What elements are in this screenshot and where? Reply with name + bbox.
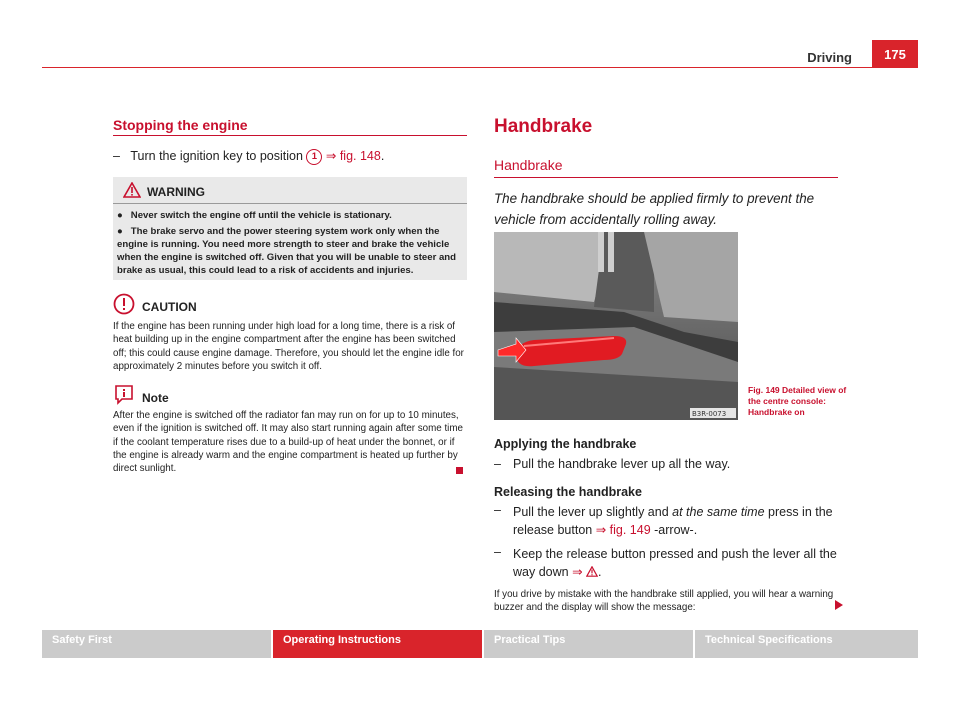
- tab-technical-specifications[interactable]: Technical Specifications: [695, 630, 918, 658]
- note-text: After the engine is switched off the radiator fan may run on for up to 10 minutes, even if the ignition is switched off. It may also start running again after some time if the coolant temperature rises due to a build-up of heat under the bonnet, or if the engine is already warm and the engine compartment is heated up further by direct sunlight.: [113, 410, 463, 475]
- step-text-end: .: [380, 149, 385, 163]
- bullet: ●: [117, 210, 123, 221]
- handbrake-title: Handbrake: [494, 116, 593, 137]
- release-step-1: [513, 503, 843, 539]
- apply-heading: Applying the handbrake: [494, 437, 637, 451]
- apply-step: Pull the handbrake lever up all the way.: [513, 457, 731, 471]
- section-end-marker: [456, 467, 463, 474]
- warning-item: [117, 225, 461, 277]
- page-number: 175: [872, 40, 918, 68]
- bullet: ●: [117, 226, 123, 237]
- dash-marker: –: [113, 149, 120, 163]
- fig-149-link[interactable]: ⇒ fig. 149: [595, 523, 651, 537]
- step-text: Turn the ignition key to position: [130, 149, 307, 163]
- position-1-badge: 1: [306, 149, 322, 165]
- warning-header: [113, 177, 467, 204]
- step-text-end: .: [598, 565, 602, 579]
- step-text-end: -arrow-.: [650, 523, 698, 537]
- stopping-engine-step: [113, 148, 467, 165]
- header-rule: [42, 67, 918, 68]
- handbrake-subtitle: Handbrake: [494, 157, 563, 173]
- note-icon: [113, 383, 135, 405]
- tab-operating-instructions[interactable]: Operating Instructions: [273, 630, 482, 658]
- warning-item-text: The brake servo and the power steering system work only when the engine is running. You need more strength to steer and brake the vehicle when the engine is switched off. Given that you will be unable to steer and brake as usual, this could lead to a risk of accidents and injuries.: [117, 226, 457, 276]
- tab-safety-first[interactable]: Safety First: [42, 630, 271, 658]
- image-code: B3R-0073: [692, 410, 727, 418]
- heading-rule: [113, 135, 467, 136]
- tab-practical-tips[interactable]: Practical Tips: [484, 630, 693, 658]
- ref-arrow: ⇒: [572, 565, 587, 579]
- warning-title: WARNING: [147, 185, 205, 199]
- warning-item-text: Never switch the engine off until the vehicle is stationary.: [130, 210, 392, 221]
- caution-icon: [113, 293, 135, 315]
- warning-ref-link[interactable]: [572, 565, 598, 579]
- stopping-engine-heading: Stopping the engine: [113, 117, 248, 133]
- handbrake-intro: The handbrake should be applied firmly to prevent the vehicle from accidentally rolling away.: [494, 191, 815, 227]
- emphasis-text: at the same time: [672, 505, 765, 519]
- warning-triangle-icon: [586, 566, 598, 577]
- page-section-title: Driving: [807, 50, 852, 65]
- release-heading: Releasing the handbrake: [494, 485, 642, 499]
- handbrake-photo: [494, 232, 738, 420]
- handbrake-warning-text: If you drive by mistake with the handbrake still applied, you will hear a warning buzzer and the display will show the message:: [494, 589, 834, 613]
- warning-item: [117, 209, 461, 222]
- release-step-2: [513, 545, 843, 581]
- step-text: Keep the release button pressed and push the lever all the way down: [513, 547, 837, 579]
- step-text: Pull the lever up slightly and: [513, 505, 673, 519]
- handbrake-illustration: [494, 232, 738, 420]
- figure-caption: Fig. 149 Detailed view of the centre console: Handbrake on: [748, 385, 847, 417]
- subtitle-rule: [494, 177, 838, 178]
- caution-text: If the engine has been running under high load for a long time, there is a risk of heat building up in the engine compartment after the engine has been switched off; this could cause engine damage. Therefore, you should let the engine idle for approximately 2 minutes before you switch it off.: [113, 321, 464, 372]
- fig-148-link[interactable]: ⇒ fig. 148: [325, 149, 381, 163]
- dash-marker: –: [494, 503, 501, 517]
- dash-marker: –: [494, 457, 501, 471]
- dash-marker: –: [494, 545, 501, 559]
- continue-arrow-icon: [835, 600, 843, 610]
- warning-box: [113, 177, 467, 280]
- caution-title: CAUTION: [142, 300, 197, 314]
- step-text: press in the release button: [513, 505, 833, 537]
- warning-triangle-icon: [123, 182, 141, 198]
- note-title: Note: [142, 391, 169, 405]
